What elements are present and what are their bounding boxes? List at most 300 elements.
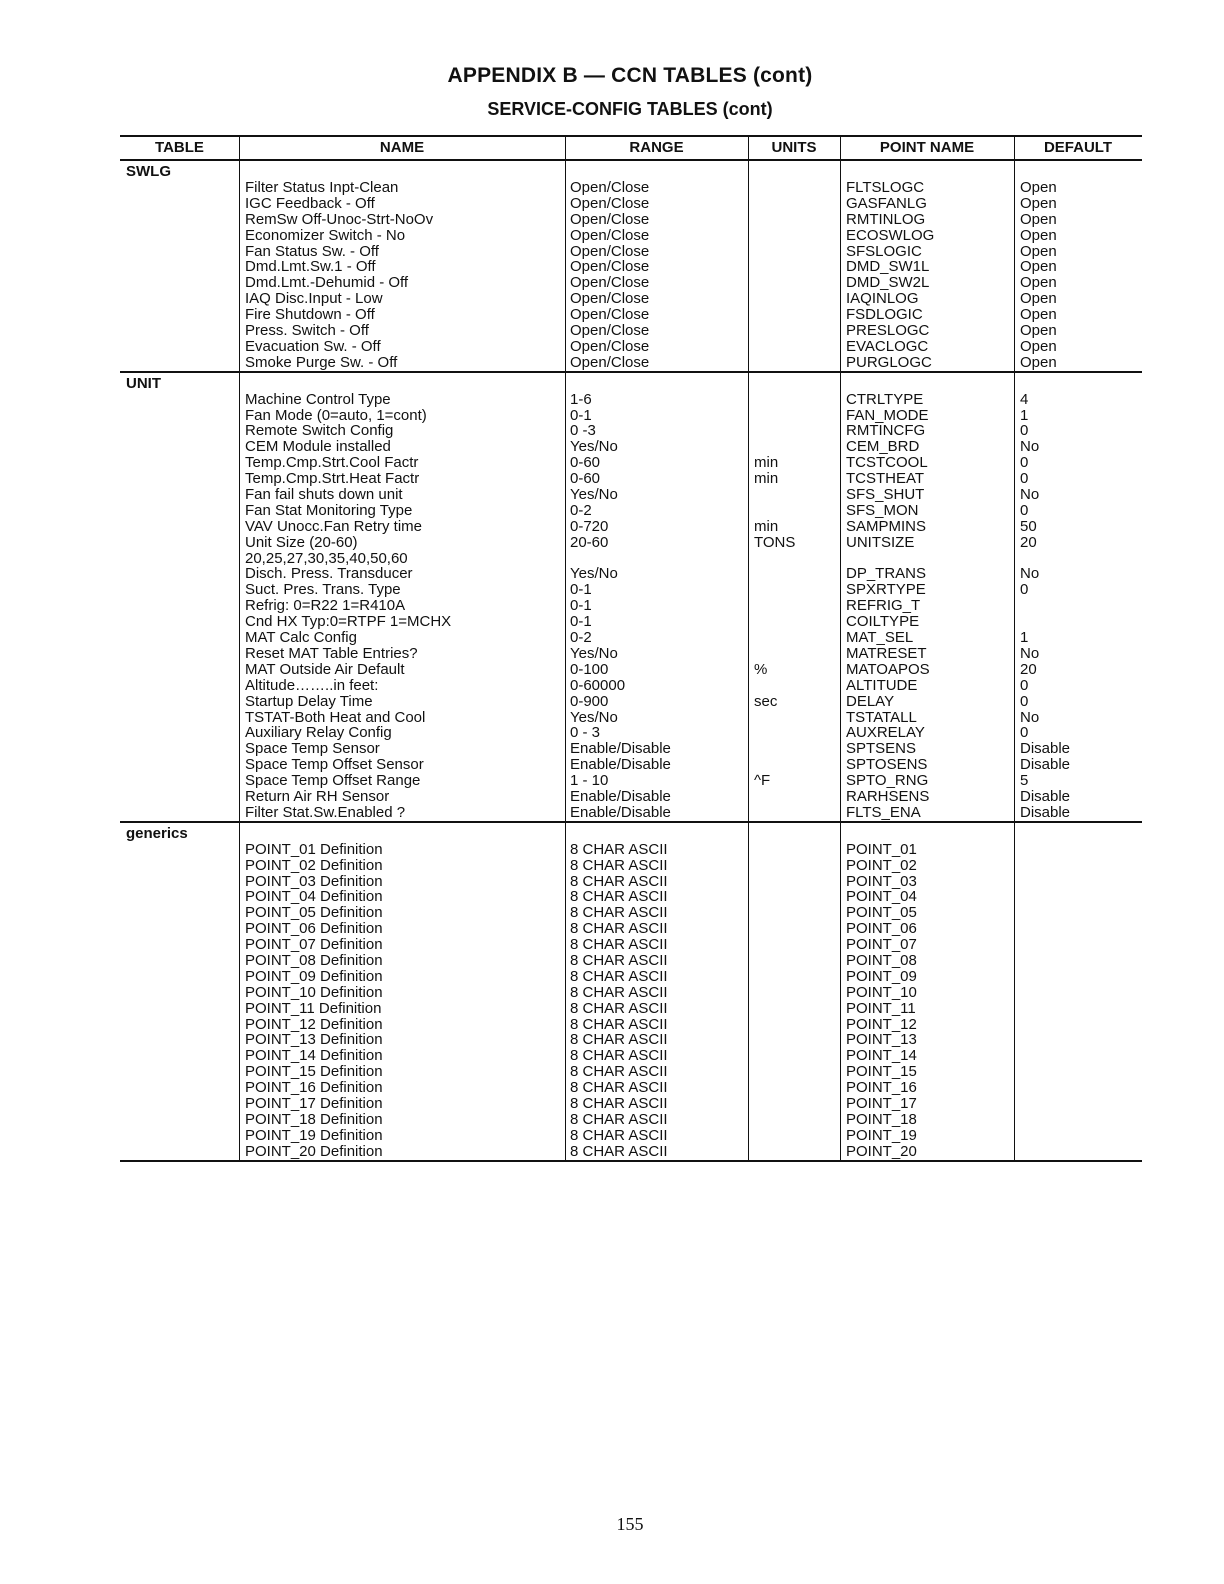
cell-point-name: POINT_06 bbox=[846, 920, 917, 938]
table-row bbox=[120, 1048, 1142, 1064]
cell-name: Space Temp Offset Sensor bbox=[245, 756, 424, 774]
cell-range: Open/Close bbox=[570, 242, 650, 260]
table-row bbox=[120, 582, 1142, 598]
cell-range: Open/Close bbox=[570, 258, 650, 276]
table-row bbox=[120, 678, 1142, 694]
table-row bbox=[120, 921, 1142, 937]
cell-range: 8 CHAR ASCII bbox=[570, 983, 668, 1001]
cell-range: 8 CHAR ASCII bbox=[570, 1047, 668, 1065]
cell-range: 8 CHAR ASCII bbox=[570, 1142, 668, 1160]
cell-point-name: COILTYPE bbox=[846, 613, 920, 631]
cell-name: POINT_18 Definition bbox=[245, 1110, 383, 1128]
cell-default: Open bbox=[1020, 242, 1057, 260]
cell-range: 8 CHAR ASCII bbox=[570, 888, 668, 906]
cell-point-name: SPTOSENS bbox=[846, 756, 928, 774]
cell-point-name: DMD_SW2L bbox=[846, 274, 930, 292]
table-row bbox=[120, 953, 1142, 969]
cell-range: 8 CHAR ASCII bbox=[570, 1126, 668, 1144]
column-divider bbox=[748, 823, 749, 1160]
cell-name: Refrig: 0=R22 1=R410A bbox=[245, 597, 406, 615]
cell-default: Open bbox=[1020, 290, 1057, 308]
cell-name: Fan fail shuts down unit bbox=[245, 486, 403, 504]
cell-point-name: DMD_SW1L bbox=[846, 258, 930, 276]
cell-name: Fan Mode (0=auto, 1=cont) bbox=[245, 406, 427, 424]
table-group-unit bbox=[120, 373, 1142, 823]
cell-range: 0-100 bbox=[570, 660, 609, 678]
cell-default: Open bbox=[1020, 226, 1057, 244]
cell-name: Evacuation Sw. - Off bbox=[245, 337, 381, 355]
table-row bbox=[120, 355, 1142, 371]
table-row bbox=[120, 1001, 1142, 1017]
cell-point-name: SFS_MON bbox=[846, 501, 919, 519]
table-row bbox=[120, 228, 1142, 244]
column-divider bbox=[1014, 373, 1015, 821]
col-header-units: UNITS bbox=[771, 139, 817, 156]
cell-range: 1 - 10 bbox=[570, 772, 609, 790]
cell-range: 0-2 bbox=[570, 501, 592, 519]
table-row bbox=[120, 1096, 1142, 1112]
cell-range: Open/Close bbox=[570, 179, 650, 196]
cell-point-name: POINT_02 bbox=[846, 856, 917, 874]
col-header-table: TABLE bbox=[155, 139, 204, 156]
cell-name: POINT_19 Definition bbox=[245, 1126, 383, 1144]
cell-range: 0-1 bbox=[570, 597, 592, 615]
cell-name: MAT Outside Air Default bbox=[245, 660, 405, 678]
cell-name: POINT_03 Definition bbox=[245, 872, 383, 890]
cell-name: CEM Module installed bbox=[245, 438, 391, 456]
cell-name: Remote Switch Config bbox=[245, 422, 394, 440]
cell-name: POINT_11 Definition bbox=[245, 999, 382, 1017]
column-divider bbox=[239, 161, 240, 371]
cell-range: 1-6 bbox=[570, 390, 592, 408]
cell-default: Disable bbox=[1020, 787, 1071, 805]
cell-point-name: SPXRTYPE bbox=[846, 581, 926, 599]
cell-default: 1 bbox=[1020, 406, 1029, 424]
col-header-default: DEFAULT bbox=[1043, 139, 1113, 156]
table-row bbox=[120, 503, 1142, 519]
cell-point-name: POINT_16 bbox=[846, 1079, 917, 1097]
cell-point-name: DELAY bbox=[846, 692, 895, 710]
cell-name: MAT Calc Config bbox=[245, 629, 357, 647]
table-row bbox=[120, 842, 1142, 858]
cell-default: 20 bbox=[1020, 660, 1037, 678]
cell-point-name: SFS_SHUT bbox=[846, 486, 925, 504]
table-row bbox=[120, 662, 1142, 678]
column-divider bbox=[748, 137, 749, 159]
cell-name: POINT_08 Definition bbox=[245, 951, 383, 969]
table-row bbox=[120, 291, 1142, 307]
table-group-generics bbox=[120, 823, 1142, 1162]
cell-default: 4 bbox=[1020, 390, 1029, 408]
cell-range: 8 CHAR ASCII bbox=[570, 1110, 668, 1128]
cell-range: 0-2 bbox=[570, 629, 592, 647]
cell-range: 8 CHAR ASCII bbox=[570, 1094, 668, 1112]
cell-point-name: SPTO_RNG bbox=[846, 772, 929, 790]
table-row bbox=[120, 858, 1142, 874]
cell-point-name: POINT_11 bbox=[846, 999, 916, 1017]
cell-range: 8 CHAR ASCII bbox=[570, 1063, 668, 1081]
cell-range: 8 CHAR ASCII bbox=[570, 840, 668, 858]
cell-point-name: POINT_18 bbox=[846, 1110, 917, 1128]
cell-default: Open bbox=[1020, 322, 1057, 340]
cell-point-name: POINT_07 bbox=[846, 936, 917, 954]
cell-units: sec bbox=[754, 692, 778, 710]
cell-point-name: POINT_08 bbox=[846, 951, 917, 969]
cell-range: 0 -3 bbox=[570, 422, 596, 440]
column-divider bbox=[748, 373, 749, 821]
cell-name: POINT_20 Definition bbox=[245, 1142, 383, 1160]
cell-name: Filter Status Inpt-Clean bbox=[245, 179, 399, 196]
cell-default: Disable bbox=[1020, 803, 1071, 821]
cell-default: Disable bbox=[1020, 740, 1071, 758]
cell-name: POINT_09 Definition bbox=[245, 967, 383, 985]
cell-default: Open bbox=[1020, 194, 1057, 212]
cell-default: No bbox=[1020, 438, 1040, 456]
cell-point-name: POINT_09 bbox=[846, 967, 917, 985]
cell-point-name: FAN_MODE bbox=[846, 406, 929, 424]
cell-point-name: SFSLOGIC bbox=[846, 242, 922, 260]
cell-point-name: MATRESET bbox=[846, 644, 927, 662]
table-row bbox=[120, 773, 1142, 789]
cell-range: 0-60000 bbox=[570, 676, 626, 694]
cell-range: Open/Close bbox=[570, 226, 650, 244]
group-label: UNIT bbox=[126, 374, 161, 392]
cell-point-name: SAMPMINS bbox=[846, 517, 927, 535]
cell-point-name: DP_TRANS bbox=[846, 565, 927, 583]
cell-range: 8 CHAR ASCII bbox=[570, 904, 668, 922]
cell-name: Press. Switch - Off bbox=[245, 322, 369, 340]
table-row bbox=[120, 551, 1142, 567]
cell-name: IAQ Disc.Input - Low bbox=[245, 290, 383, 308]
cell-range: Enable/Disable bbox=[570, 787, 671, 805]
table-row bbox=[120, 408, 1142, 424]
cell-point-name: FLTSLOGC bbox=[846, 179, 925, 196]
table-row bbox=[120, 598, 1142, 614]
table-row bbox=[120, 455, 1142, 471]
cell-default: Disable bbox=[1020, 756, 1071, 774]
cell-name: Unit Size (20-60) bbox=[245, 533, 358, 551]
cell-name: Dmd.Lmt.Sw.1 - Off bbox=[245, 258, 376, 276]
table-row bbox=[120, 725, 1142, 741]
table-row bbox=[120, 519, 1142, 535]
table-row bbox=[120, 339, 1142, 355]
table-row bbox=[120, 423, 1142, 439]
cell-range: Open/Close bbox=[570, 274, 650, 292]
cell-name: RemSw Off-Unoc-Strt-NoOv bbox=[245, 210, 434, 228]
table-body bbox=[120, 161, 1142, 1162]
table-row bbox=[120, 1032, 1142, 1048]
cell-point-name: ALTITUDE bbox=[846, 676, 918, 694]
cell-range: 8 CHAR ASCII bbox=[570, 1031, 668, 1049]
table-row bbox=[120, 969, 1142, 985]
column-divider bbox=[1014, 161, 1015, 371]
cell-name: POINT_10 Definition bbox=[245, 983, 383, 1001]
cell-default: 0 bbox=[1020, 724, 1029, 742]
cell-default: Open bbox=[1020, 258, 1057, 276]
col-header-name: NAME bbox=[379, 139, 425, 156]
cell-point-name: RMTINLOG bbox=[846, 210, 926, 228]
cell-default: 0 bbox=[1020, 470, 1029, 488]
cell-name: POINT_06 Definition bbox=[245, 920, 383, 938]
cell-range: Yes/No bbox=[570, 644, 618, 662]
table-row bbox=[120, 259, 1142, 275]
cell-default: 1 bbox=[1020, 629, 1029, 647]
cell-units: % bbox=[754, 660, 768, 678]
cell-range: Enable/Disable bbox=[570, 803, 671, 821]
cell-range: 8 CHAR ASCII bbox=[570, 967, 668, 985]
cell-name: Return Air RH Sensor bbox=[245, 787, 390, 805]
cell-point-name: POINT_05 bbox=[846, 904, 917, 922]
cell-name: Reset MAT Table Entries? bbox=[245, 644, 418, 662]
cell-default: Open bbox=[1020, 179, 1057, 196]
cell-default: 0 bbox=[1020, 676, 1029, 694]
cell-name: POINT_16 Definition bbox=[245, 1079, 383, 1097]
col-header-range: RANGE bbox=[629, 139, 684, 156]
cell-point-name: PURGLOGC bbox=[846, 353, 932, 371]
cell-range: Open/Close bbox=[570, 290, 650, 308]
cell-name: POINT_15 Definition bbox=[245, 1063, 383, 1081]
cell-point-name: MAT_SEL bbox=[846, 629, 914, 647]
cell-range: Enable/Disable bbox=[570, 740, 671, 758]
cell-units: min bbox=[754, 454, 779, 472]
cell-default: Open bbox=[1020, 306, 1057, 324]
cell-range: Open/Close bbox=[570, 337, 650, 355]
cell-units: ^F bbox=[754, 772, 771, 790]
cell-range: 20-60 bbox=[570, 533, 609, 551]
table-row bbox=[120, 275, 1142, 291]
cell-point-name: CEM_BRD bbox=[846, 438, 920, 456]
cell-name: Fan Stat Monitoring Type bbox=[245, 501, 413, 519]
cell-point-name: POINT_15 bbox=[846, 1063, 917, 1081]
cell-point-name: FSDLOGIC bbox=[846, 306, 923, 324]
column-divider bbox=[840, 823, 841, 1160]
cell-name: POINT_01 Definition bbox=[245, 840, 383, 858]
group-label: generics bbox=[126, 824, 188, 842]
cell-default: 0 bbox=[1020, 454, 1029, 472]
cell-range: 0-1 bbox=[570, 613, 592, 631]
cell-point-name: CTRLTYPE bbox=[846, 390, 924, 408]
column-divider bbox=[840, 373, 841, 821]
cell-point-name: GASFANLG bbox=[846, 194, 927, 212]
cell-range: Open/Close bbox=[570, 210, 650, 228]
column-divider bbox=[239, 137, 240, 159]
cell-name: Temp.Cmp.Strt.Heat Factr bbox=[245, 470, 420, 488]
cell-point-name: UNITSIZE bbox=[846, 533, 915, 551]
cell-point-name: MATOAPOS bbox=[846, 660, 930, 678]
cell-point-name: SPTSENS bbox=[846, 740, 917, 758]
cell-point-name: POINT_13 bbox=[846, 1031, 917, 1049]
cell-point-name: RMTINCFG bbox=[846, 422, 926, 440]
cell-default: Open bbox=[1020, 353, 1057, 371]
table-header-row bbox=[120, 135, 1142, 161]
cell-name: POINT_13 Definition bbox=[245, 1031, 383, 1049]
cell-range: 8 CHAR ASCII bbox=[570, 1079, 668, 1097]
cell-point-name: POINT_01 bbox=[846, 840, 917, 858]
cell-name: Startup Delay Time bbox=[245, 692, 373, 710]
table-row bbox=[120, 1064, 1142, 1080]
cell-name: Temp.Cmp.Strt.Cool Factr bbox=[245, 454, 419, 472]
cell-default: 20 bbox=[1020, 533, 1037, 551]
cell-name: 20,25,27,30,35,40,50,60 bbox=[245, 549, 408, 567]
table-row bbox=[120, 757, 1142, 773]
service-config-table bbox=[120, 135, 1142, 1162]
cell-default: Open bbox=[1020, 337, 1057, 355]
cell-range: Enable/Disable bbox=[570, 756, 671, 774]
table-row bbox=[120, 566, 1142, 582]
table-row bbox=[120, 1017, 1142, 1033]
column-divider bbox=[239, 823, 240, 1160]
col-header-point-name: POINT NAME bbox=[879, 139, 975, 156]
table-row bbox=[120, 805, 1142, 821]
cell-name: POINT_04 Definition bbox=[245, 888, 383, 906]
table-row bbox=[120, 630, 1142, 646]
cell-name: Economizer Switch - No bbox=[245, 226, 406, 244]
cell-point-name: POINT_03 bbox=[846, 872, 917, 890]
cell-units: TONS bbox=[754, 533, 796, 551]
cell-range: 8 CHAR ASCII bbox=[570, 872, 668, 890]
cell-default: Open bbox=[1020, 210, 1057, 228]
table-row bbox=[120, 439, 1142, 455]
cell-point-name: POINT_04 bbox=[846, 888, 917, 906]
table-row bbox=[120, 1080, 1142, 1096]
cell-name: POINT_17 Definition bbox=[245, 1094, 383, 1112]
cell-name: POINT_02 Definition bbox=[245, 856, 383, 874]
cell-point-name: ECOSWLOG bbox=[846, 226, 935, 244]
cell-range: 8 CHAR ASCII bbox=[570, 951, 668, 969]
cell-point-name: POINT_20 bbox=[846, 1142, 917, 1160]
cell-point-name: TCSTHEAT bbox=[846, 470, 925, 488]
table-row bbox=[120, 741, 1142, 757]
cell-default: No bbox=[1020, 486, 1040, 504]
cell-default: 50 bbox=[1020, 517, 1037, 535]
cell-name: IGC Feedback - Off bbox=[245, 194, 375, 212]
table-row bbox=[120, 180, 1142, 196]
table-row bbox=[120, 1144, 1142, 1160]
cell-name: Fan Status Sw. - Off bbox=[245, 242, 379, 260]
table-row bbox=[120, 323, 1142, 339]
table-row bbox=[120, 196, 1142, 212]
cell-default: Open bbox=[1020, 274, 1057, 292]
cell-point-name: REFRIG_T bbox=[846, 597, 921, 615]
cell-range: Open/Close bbox=[570, 194, 650, 212]
group-label: SWLG bbox=[126, 163, 171, 180]
column-divider bbox=[748, 161, 749, 371]
cell-name: Filter Stat.Sw.Enabled ? bbox=[245, 803, 406, 821]
cell-range: Open/Close bbox=[570, 306, 650, 324]
cell-range: Open/Close bbox=[570, 322, 650, 340]
column-divider bbox=[239, 373, 240, 821]
cell-point-name: POINT_17 bbox=[846, 1094, 917, 1112]
cell-name: Auxiliary Relay Config bbox=[245, 724, 392, 742]
cell-range: 0-720 bbox=[570, 517, 609, 535]
column-divider bbox=[840, 161, 841, 371]
table-row bbox=[120, 392, 1142, 408]
cell-point-name: RARHSENS bbox=[846, 787, 930, 805]
page-number: 155 bbox=[616, 1514, 644, 1534]
cell-range: 8 CHAR ASCII bbox=[570, 920, 668, 938]
column-divider bbox=[565, 161, 566, 371]
cell-point-name: FLTS_ENA bbox=[846, 803, 921, 821]
cell-units: min bbox=[754, 470, 779, 488]
cell-default: No bbox=[1020, 565, 1040, 583]
cell-range: Yes/No bbox=[570, 708, 618, 726]
cell-range: Open/Close bbox=[570, 353, 650, 371]
cell-point-name: TSTATALL bbox=[846, 708, 917, 726]
table-row bbox=[120, 874, 1142, 890]
cell-name: Dmd.Lmt.-Dehumid - Off bbox=[245, 274, 409, 292]
cell-range: Yes/No bbox=[570, 565, 618, 583]
cell-point-name: POINT_14 bbox=[846, 1047, 917, 1065]
cell-name: TSTAT-Both Heat and Cool bbox=[245, 708, 426, 726]
table-row bbox=[120, 694, 1142, 710]
cell-units: min bbox=[754, 517, 779, 535]
table-row bbox=[120, 889, 1142, 905]
table-row bbox=[120, 614, 1142, 630]
cell-name: Space Temp Sensor bbox=[245, 740, 380, 758]
cell-range: 8 CHAR ASCII bbox=[570, 856, 668, 874]
cell-default: 0 bbox=[1020, 692, 1029, 710]
cell-name: POINT_14 Definition bbox=[245, 1047, 383, 1065]
table-row bbox=[120, 535, 1142, 551]
cell-range: 0-1 bbox=[570, 406, 592, 424]
cell-point-name: PRESLOGC bbox=[846, 322, 930, 340]
cell-default: 0 bbox=[1020, 501, 1029, 519]
cell-point-name: EVACLOGC bbox=[846, 337, 929, 355]
table-row bbox=[120, 905, 1142, 921]
column-divider bbox=[565, 137, 566, 159]
cell-point-name: TCSTCOOL bbox=[846, 454, 928, 472]
table-row bbox=[120, 212, 1142, 228]
cell-name: Machine Control Type bbox=[245, 390, 391, 408]
cell-default: 0 bbox=[1020, 422, 1029, 440]
cell-name: Smoke Purge Sw. - Off bbox=[245, 353, 398, 371]
cell-point-name: IAQINLOG bbox=[846, 290, 919, 308]
cell-name: Fire Shutdown - Off bbox=[245, 306, 375, 324]
cell-default: No bbox=[1020, 708, 1040, 726]
cell-name: POINT_05 Definition bbox=[245, 904, 383, 922]
cell-range: 8 CHAR ASCII bbox=[570, 1015, 668, 1033]
cell-point-name: POINT_10 bbox=[846, 983, 917, 1001]
cell-name: VAV Unocc.Fan Retry time bbox=[245, 517, 422, 535]
cell-range: Yes/No bbox=[570, 438, 618, 456]
cell-name: Altitude……..in feet: bbox=[245, 676, 379, 694]
table-row bbox=[120, 1128, 1142, 1144]
cell-name: Cnd HX Typ:0=RTPF 1=MCHX bbox=[245, 613, 452, 631]
table-row bbox=[120, 646, 1142, 662]
cell-range: Yes/No bbox=[570, 486, 618, 504]
cell-default: 5 bbox=[1020, 772, 1029, 790]
table-row bbox=[120, 1112, 1142, 1128]
cell-point-name: POINT_19 bbox=[846, 1126, 917, 1144]
cell-default: No bbox=[1020, 644, 1040, 662]
cell-default: 0 bbox=[1020, 581, 1029, 599]
column-divider bbox=[565, 823, 566, 1160]
cell-range: 0-60 bbox=[570, 454, 601, 472]
cell-point-name: AUXRELAY bbox=[846, 724, 925, 742]
table-group-swlg bbox=[120, 161, 1142, 373]
cell-range: 0-1 bbox=[570, 581, 592, 599]
cell-name: POINT_12 Definition bbox=[245, 1015, 383, 1033]
cell-range: 0 - 3 bbox=[570, 724, 601, 742]
column-divider bbox=[1014, 137, 1015, 159]
cell-range: 8 CHAR ASCII bbox=[570, 999, 668, 1017]
table-row bbox=[120, 789, 1142, 805]
cell-range: 0-900 bbox=[570, 692, 609, 710]
table-row bbox=[120, 471, 1142, 487]
table-row bbox=[120, 710, 1142, 726]
cell-range: 0-60 bbox=[570, 470, 601, 488]
cell-range: 8 CHAR ASCII bbox=[570, 936, 668, 954]
